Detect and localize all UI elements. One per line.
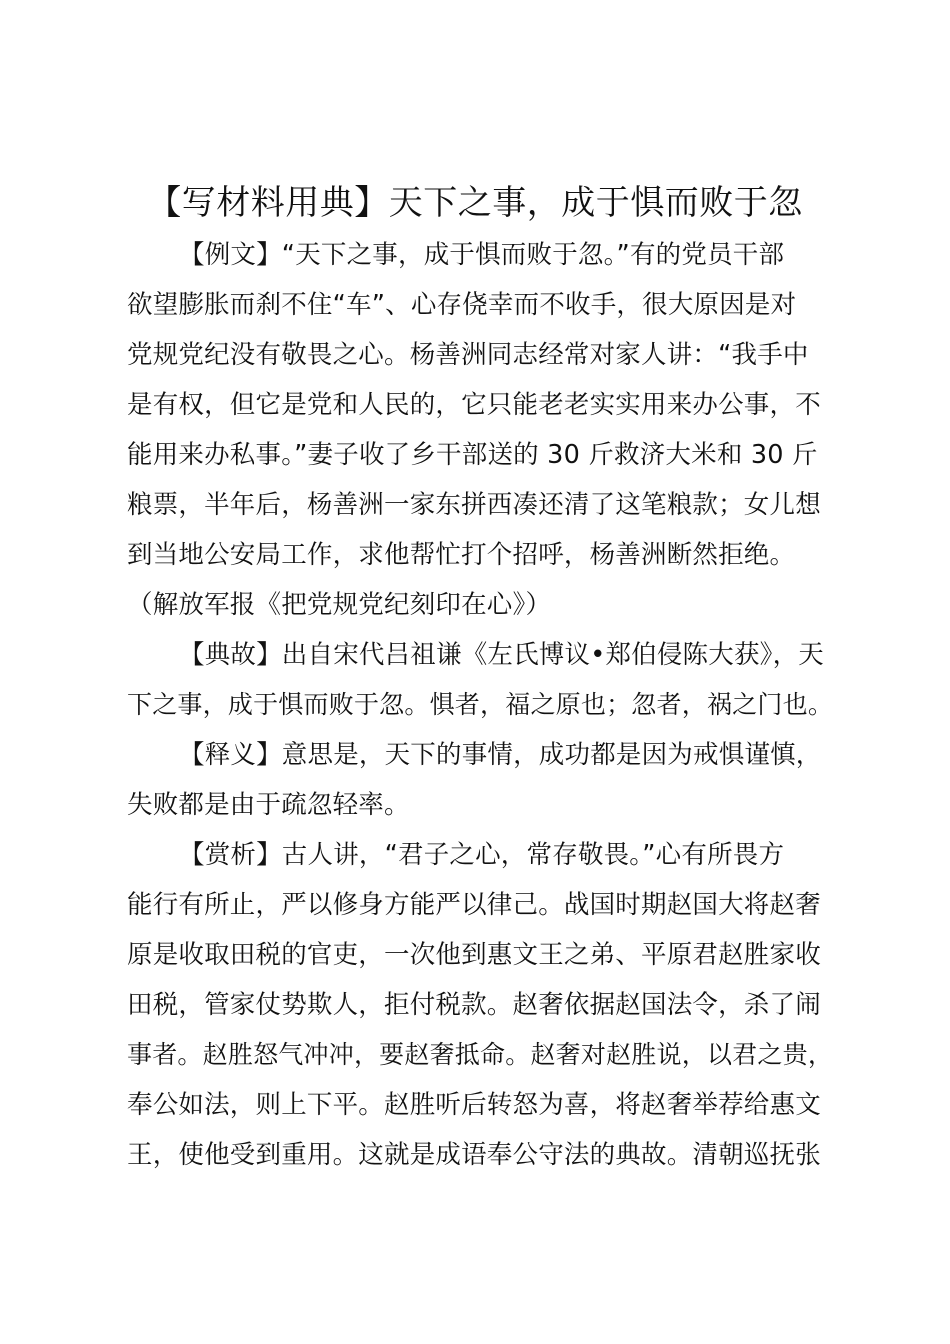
text-line: 田税，管家仗势欺人，拒付税款。赵奢依据赵国法令，杀了闹 (127, 990, 821, 1020)
text-line: 下之事，成于惧而败于忽。惧者，福之原也；忽者，祸之门也。 (127, 690, 834, 719)
text-line: 事者。赵胜怒气冲冲，要赵奢抵命。赵奢对赵胜说，以君之贵， (127, 1040, 834, 1069)
text-line: 【例文】“天下之事，成于惧而败于忽。”有的党员干部 (179, 240, 785, 270)
text-line: 奉公如法，则上下平。赵胜听后转怒为喜，将赵奢举荐给惠文 (127, 1090, 821, 1120)
text-line: 是有权，但它是党和人民的，它只能老老实实用来办公事，不 (127, 390, 821, 420)
text-line: 党规党纪没有敬畏之心。杨善洲同志经常对家人讲：“我手中 (127, 340, 809, 370)
text-line: 能用来办私事。”妻子收了乡干部送的 30 斤救济大米和 30 斤 (127, 440, 818, 470)
text-line: 能行有所止，严以修身方能严以律己。战国时期赵国大将赵奢 (127, 890, 821, 920)
text-line: 【释义】意思是，天下的事情，成功都是因为戒惧谨慎， (179, 740, 822, 770)
text-line: 【典故】出自宋代吕祖谦《左氏博议•郑伯侵陈大获》，天 (179, 640, 824, 670)
document-title: 【写材料用典】天下之事，成于惧而败于忽 (147, 183, 803, 223)
text-line: 原是收取田税的官吏，一次他到惠文王之弟、平原君赵胜家收 (127, 940, 821, 970)
text-line: 【赏析】古人讲，“君子之心，常存敬畏。”心有所畏方 (179, 840, 785, 870)
document-body (127, 230, 837, 1180)
text-line: 到当地公安局工作，求他帮忙打个招呼，杨善洲断然拒绝。 (127, 540, 796, 570)
text-line: 粮票，半年后，杨善洲一家东拼西凑还清了这笔粮款；女儿想 (127, 490, 821, 520)
citation-line: （解放军报《把党规党纪刻印在心》） (127, 590, 552, 620)
text-line: 失败都是由于疏忽轻率。 (127, 790, 410, 820)
text-line: 欲望膨胀而刹不住“车”、心存侥幸而不收手，很大原因是对 (127, 290, 797, 320)
text-line: 王，使他受到重用。这就是成语奉公守法的典故。清朝巡抚张 (127, 1140, 821, 1170)
